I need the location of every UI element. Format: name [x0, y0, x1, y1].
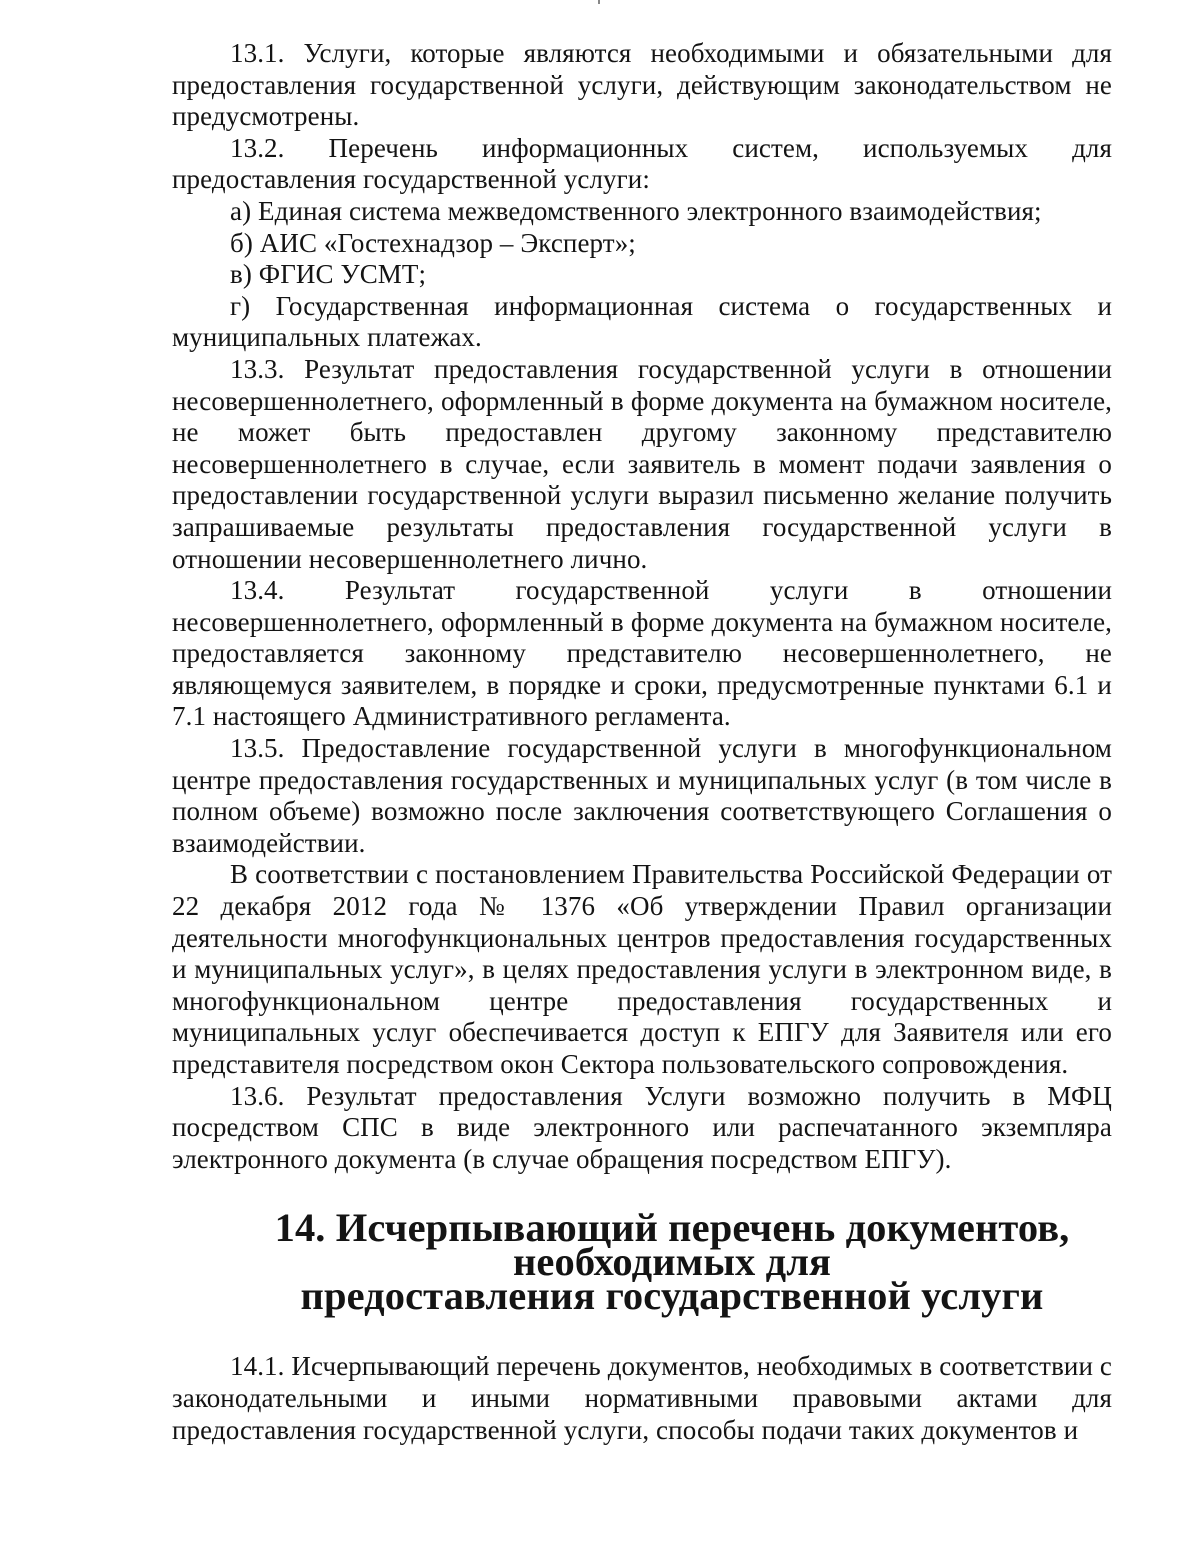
section-heading-line: 14. Исчерпывающий перечень документов, необходимых для	[274, 1205, 1070, 1285]
paragraph-13-6: 13.6. Результат предоставления Услуги возможно получить в МФЦ посредством СПС в виде электронного или распечатанного экземпляра электронного документа (в случае обращения посредством ЕПГУ).	[172, 1080, 1112, 1174]
page-edge-mark	[598, 0, 600, 4]
list-item: в) ФГИС УСМТ;	[230, 259, 427, 290]
information-systems-list	[172, 196, 1112, 354]
paragraph-13-2: 13.2. Перечень информационных систем, используемых для предоставления государственной услуги:	[172, 132, 1112, 195]
section-heading-line: предоставления государственной услуги	[300, 1273, 1044, 1319]
paragraph-13-5: 13.5. Предоставление государственной услуги в многофункциональном центре предоставления государственных и муниципальных услуг (в том числе в полном объеме) возможно после заключения соответствующего Соглашения о взаимодействии.	[172, 733, 1112, 858]
paragraph-resolution-reference: В соответствии с постановлением Правительства Российской Федерации от 22 декабря 2012 года № 1376 «Об утверждении Правил организации деятельности многофункциональных центров предоставления государственных и муниципальных услуг», в целях предоставления услуги в электронном виде, в многофункциональном центре предоставления государственных и муниципальных услуг обеспечивается доступ к ЕПГУ для Заявителя или его представителя посредством окон Сектора пользовательского сопровождения.	[172, 859, 1112, 1079]
paragraph-13-3: 13.3. Результат предоставления государственной услуги в отношении несовершеннолетнего, оформленный в форме документа на бумажном носителе, не может быть предоставлен другому законному представителю несовершеннолетнего в случае, если заявитель в момент подачи заявления о предоставлении государственной услуги выразил письменно желание получить запрашиваемые результаты предоставления государственной услуги в отношении несовершеннолетнего лично.	[172, 353, 1112, 574]
paragraph-13-4: 13.4. Результат государственной услуги в отношении несовершеннолетнего, оформленный в форме документа на бумажном носителе, предоставляется законному представителю несовершеннолетнего, не являющемуся заявителем, в порядке и сроки, предусмотренные пунктами 6.1 и 7.1 настоящего Административного регламента.	[172, 575, 1112, 732]
list-item: б) АИС «Гостехнадзор – Эксперт»;	[230, 227, 636, 258]
list-item: г) Государственная информационная система о государственных и муниципальных платежах.	[172, 290, 1112, 353]
paragraph-13-1: 13.1. Услуги, которые являются необходимыми и обязательными для предоставления государственной услуги, действующим законодательством не предусмотрены.	[172, 38, 1112, 132]
paragraph-14-1: 14.1. Исчерпывающий перечень документов, необходимых в соответствии с законодательными и иными нормативными правовыми актами для предоставления государственной услуги, способы подачи таких документов и	[172, 1351, 1112, 1445]
section-heading-14	[172, 1205, 1112, 1319]
document-page	[172, 38, 1112, 1446]
list-item: а) Единая система межведомственного электронного взаимодействия;	[230, 195, 1042, 226]
